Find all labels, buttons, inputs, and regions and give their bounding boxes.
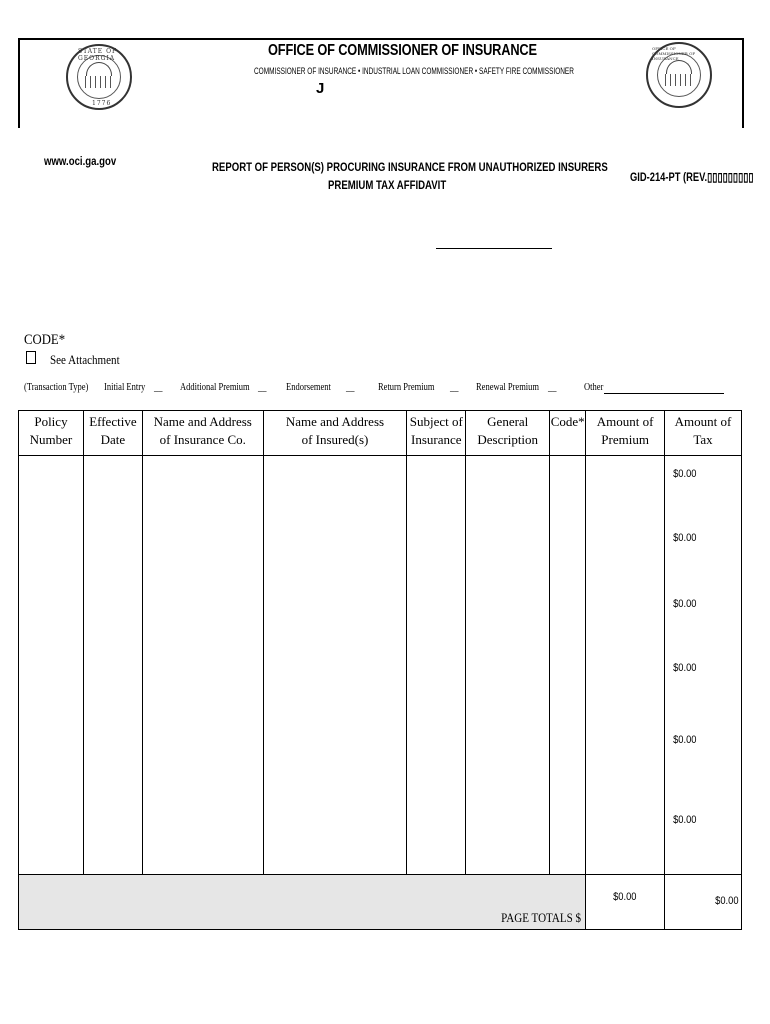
option-additional-premium: Additional Premium: [180, 382, 250, 393]
see-attachment-label: See Attachment: [50, 352, 120, 367]
website-link[interactable]: www.oci.ga.gov: [44, 154, 117, 168]
premium-total-cell: [586, 875, 665, 930]
cell-description[interactable]: [466, 456, 550, 875]
option-other-label: Other: [584, 382, 604, 393]
tax-value: $0.00: [673, 814, 697, 826]
col-tax: Amount of Tax: [665, 411, 742, 456]
office-subtitle: COMMISSIONER OF INSURANCE • INDUSTRIAL LOAN COMMISSIONER • SAFETY FIRE COMMISSIONER: [254, 66, 574, 76]
cell-insured[interactable]: [263, 456, 407, 875]
blank-endorsement[interactable]: __: [346, 382, 355, 393]
totals-row: [19, 875, 742, 930]
table-header-row: [19, 411, 742, 456]
tax-value: $0.00: [673, 734, 697, 746]
state-seal-icon: [66, 44, 132, 110]
col-code: Code*: [550, 411, 586, 456]
col-effective-date: Effective Date: [83, 411, 142, 456]
blank-initial-entry[interactable]: __: [154, 382, 163, 393]
tax-value: $0.00: [673, 662, 697, 674]
col-premium: Amount of Premium: [586, 411, 665, 456]
header-initial: J: [316, 80, 325, 97]
option-return-premium: Return Premium: [378, 382, 435, 393]
tax-value: $0.00: [673, 468, 697, 480]
totals-label-cell: [19, 875, 586, 930]
form-id-text: GID-214-PT (REV.: [630, 170, 708, 184]
report-title: REPORT OF PERSON(S) PROCURING INSURANCE FROM UNAUTHORIZED INSURERS: [212, 160, 608, 174]
premium-table: [18, 410, 742, 930]
table-row: [19, 456, 742, 875]
transaction-type-label: (Transaction Type): [24, 382, 89, 393]
cell-tax: [665, 456, 742, 875]
form-id: [630, 170, 754, 184]
blank-renewal-premium[interactable]: __: [548, 382, 557, 393]
cell-code[interactable]: [550, 456, 586, 875]
tax-total: $0.00: [715, 895, 739, 907]
tax-value: $0.00: [673, 532, 697, 544]
premium-total: $0.00: [613, 891, 637, 903]
blank-additional-premium[interactable]: __: [258, 382, 267, 393]
col-policy-number: Policy Number: [19, 411, 84, 456]
option-endorsement: Endorsement: [286, 382, 331, 393]
col-description: General Description: [466, 411, 550, 456]
insurance-seal-icon: [646, 42, 712, 108]
form-id-tail: ▯▯▯▯▯▯▯▯▯: [707, 170, 754, 184]
col-subject: Subject of Insurance: [407, 411, 466, 456]
cell-subject[interactable]: [407, 456, 466, 875]
option-initial-entry: Initial Entry: [104, 382, 146, 393]
report-subtitle: PREMIUM TAX AFFIDAVIT: [328, 178, 447, 192]
blank-line[interactable]: [436, 248, 552, 249]
left-seal-year: 1776: [92, 100, 112, 107]
code-label: CODE*: [24, 332, 66, 348]
col-insurance-co: Name and Address of Insurance Co.: [142, 411, 263, 456]
cell-premium[interactable]: [586, 456, 665, 875]
cell-effective-date[interactable]: [83, 456, 142, 875]
cell-insurance-co[interactable]: [142, 456, 263, 875]
cell-policy-number[interactable]: [19, 456, 84, 875]
office-title: OFFICE OF COMMISSIONER OF INSURANCE: [268, 42, 537, 59]
option-renewal-premium: Renewal Premium: [476, 382, 540, 393]
col-insured: Name and Address of Insured(s): [263, 411, 407, 456]
blank-return-premium[interactable]: __: [450, 382, 459, 393]
see-attachment-checkbox[interactable]: [26, 351, 36, 364]
tax-value: $0.00: [673, 598, 697, 610]
other-input-line[interactable]: [604, 393, 724, 394]
right-seal-text: OFFICE OF COMMISSIONER OF INSURANCE: [652, 46, 696, 61]
left-seal-text: STATE OF GEORGIA: [78, 48, 118, 62]
tax-total-cell: [665, 875, 742, 930]
page-totals-label: PAGE TOTALS $: [501, 910, 582, 925]
